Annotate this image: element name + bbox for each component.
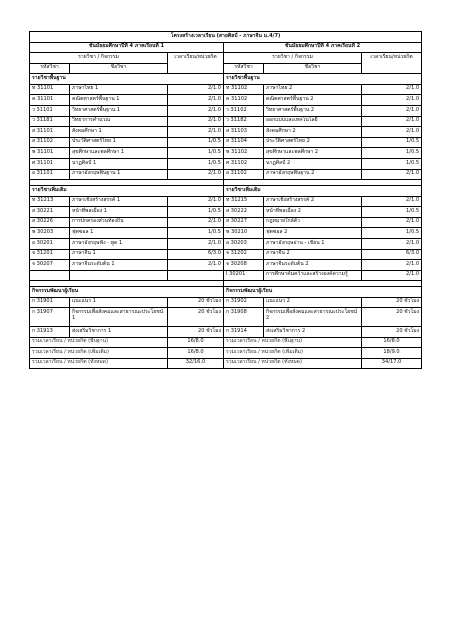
credit-value: 20 ชั่วโมง <box>362 327 422 338</box>
subject-name: ส่งเสริมวิชาการ 1 <box>70 327 168 338</box>
total-value: 32/16.0 <box>168 358 224 369</box>
subject-code: ส 31102 <box>30 137 70 148</box>
credit-value: 1/0.5 <box>362 148 422 159</box>
credit-value: 2/1.0 <box>362 106 422 117</box>
subject-code: ส 30221 <box>30 207 70 218</box>
credit-value: 2/1.0 <box>168 84 224 95</box>
credit-value: 2/1.0 <box>168 217 224 228</box>
table-row <box>30 137 422 148</box>
table-row <box>30 260 422 271</box>
section-row <box>30 287 422 298</box>
subject-code: ศ 31101 <box>30 158 70 169</box>
subject-name: คณิตศาสตร์พื้นฐาน 2 <box>264 95 362 106</box>
subject-name: ภาษาจีนระดับต้น 2 <box>264 260 362 271</box>
subject-code: จ 30207 <box>30 260 70 271</box>
subject-name: ส่งเสริมวิชาการ 2 <box>264 327 362 338</box>
subject-name: ภาษาไทย 2 <box>264 84 362 95</box>
subject-name: สังคมศึกษา 1 <box>70 127 168 138</box>
credit-value: 20 ชั่วโมง <box>362 308 422 327</box>
subject-name: วิทยาศาสตร์พื้นฐาน 2 <box>264 106 362 117</box>
section-title: กิจกรรมพัฒนาผู้เรียน <box>30 287 224 298</box>
table-row <box>30 169 422 180</box>
credit-value: 2/1.0 <box>168 116 224 127</box>
total-value: 16/8.0 <box>362 337 422 348</box>
total-label: รวมเวลาเรียน / หน่วยกิต (พื้นฐาน) <box>224 337 362 348</box>
credit-value: 1/0.5 <box>362 228 422 239</box>
total-label: รวมเวลาเรียน / หน่วยกิต (ทั้งหมด) <box>30 358 168 369</box>
credit-value: 2/1.0 <box>362 127 422 138</box>
credit-value: 2/1.0 <box>362 196 422 207</box>
subject-code: ท 31215 <box>224 196 264 207</box>
subject-name: สังคมศึกษา 2 <box>264 127 362 138</box>
total-label: รวมเวลาเรียน / หน่วยกิต (ทั้งหมด) <box>224 358 362 369</box>
credit-value: 1/0.5 <box>362 158 422 169</box>
credit-value: 20 ชั่วโมง <box>362 297 422 308</box>
term-heading-row <box>30 42 422 53</box>
credit-value: 2/1.0 <box>362 84 422 95</box>
credit-value: 2/1.0 <box>168 260 224 271</box>
credit-value: 20 ชั่วโมง <box>168 308 224 327</box>
empty-cell <box>168 270 224 281</box>
subject-name: นาฏศิลป์ 2 <box>264 158 362 169</box>
term-heading: ชั้นมัธยมศึกษาปีที่ 4 ภาคเรียนที่ 1 <box>30 42 224 53</box>
subject-name: ภาษาจีน 2 <box>264 249 362 260</box>
subject-code: ส 30227 <box>224 217 264 228</box>
table-row <box>30 116 422 127</box>
subject-name: ฟุตซอล 1 <box>70 228 168 239</box>
credit-value: 2/1.0 <box>168 169 224 180</box>
subject-name: ภาษาจีน 1 <box>70 249 168 260</box>
credit-value: 2/1.0 <box>168 196 224 207</box>
total-label: รวมเวลาเรียน / หน่วยกิต (พื้นฐาน) <box>30 337 168 348</box>
subject-code: ว 31101 <box>30 106 70 117</box>
empty-cell <box>30 270 70 281</box>
column-header: รหัสวิชา <box>30 63 70 74</box>
total-row <box>30 348 422 359</box>
subject-code: ก 31907 <box>30 308 70 327</box>
total-row <box>30 358 422 369</box>
total-row <box>30 337 422 348</box>
table-row <box>30 84 422 95</box>
subject-name: ภาษาเชิงสร้างสรรค์ 2 <box>264 196 362 207</box>
subject-code: ส 31103 <box>224 127 264 138</box>
subject-code: จ 31201 <box>30 249 70 260</box>
page-title: โครงสร้างเวลาเรียน (สายศิลป์ - ภาษาจีน ม.4/7) <box>30 32 422 43</box>
total-label: รวมเวลาเรียน / หน่วยกิต (เพิ่มเติม) <box>224 348 362 359</box>
subject-code: ก 31913 <box>30 327 70 338</box>
table-row <box>30 228 422 239</box>
subject-name: นาฏศิลป์ 1 <box>70 158 168 169</box>
credit-value: 1/0.5 <box>362 137 422 148</box>
table-row <box>30 238 422 249</box>
section-title: รายวิชาเพิ่มเติม <box>30 186 224 197</box>
subject-code: I 30201 <box>224 270 264 281</box>
credit-value: 1/0.5 <box>362 207 422 218</box>
subject-name: ภาษาอังกฤษพื้นฐาน 1 <box>70 169 168 180</box>
credit-value: 1/0.5 <box>168 228 224 239</box>
subject-code: ค 31101 <box>30 95 70 106</box>
subject-name: ภาษาเชิงสร้างสรรค์ 1 <box>70 196 168 207</box>
subject-code: ก 31902 <box>224 297 264 308</box>
credit-value: 2/1.0 <box>362 116 422 127</box>
title-row <box>30 32 422 43</box>
subject-name: กฎหมายใกล้ตัว <box>264 217 362 228</box>
credit-value: 2/1.0 <box>168 95 224 106</box>
table-row <box>30 217 422 228</box>
subject-name: ภาษาอังกฤษฟัง - พูด 1 <box>70 238 168 249</box>
credit-value: 2/1.0 <box>362 270 422 281</box>
column-header: ชื่อวิชา <box>264 63 362 74</box>
table-row <box>30 95 422 106</box>
table-row <box>30 327 422 338</box>
table-row <box>30 158 422 169</box>
subject-code: พ 31101 <box>30 148 70 159</box>
subject-name: ประวัติศาสตร์ไทย 1 <box>70 137 168 148</box>
subject-code: พ 30203 <box>30 228 70 239</box>
subject-name: การศึกษาค้นคว้าและสร้างองค์ความรู้ <box>264 270 362 281</box>
subject-code: อ 31102 <box>224 169 264 180</box>
subject-code: พ 31102 <box>224 148 264 159</box>
subject-code: จ 30208 <box>224 260 264 271</box>
credit-value: 2/1.0 <box>362 95 422 106</box>
table-row <box>30 249 422 260</box>
table-row <box>30 106 422 117</box>
subject-name: วิทยาศาสตร์พื้นฐาน 1 <box>70 106 168 117</box>
table-row <box>30 148 422 159</box>
column-header: รหัสวิชา <box>224 63 264 74</box>
subject-code: ก 31901 <box>30 297 70 308</box>
subject-name: วิทยาการคำนวณ <box>70 116 168 127</box>
total-value: 16/8.0 <box>168 337 224 348</box>
credit-value: 1/0.5 <box>168 148 224 159</box>
subject-name: คณิตศาสตร์พื้นฐาน 1 <box>70 95 168 106</box>
subject-name: ประวัติศาสตร์ไทย 2 <box>264 137 362 148</box>
credit-value: 1/0.5 <box>168 207 224 218</box>
subject-code: ส 31104 <box>224 137 264 148</box>
subject-code: ส 30226 <box>30 217 70 228</box>
subject-code: ว 31181 <box>30 116 70 127</box>
credit-value: 2/1.0 <box>168 238 224 249</box>
subject-name: หน้าที่พลเมือง 2 <box>264 207 362 218</box>
subject-name: ออกแบบและเทคโนโลยี <box>264 116 362 127</box>
credit-value: 2/1.0 <box>168 106 224 117</box>
subject-name: แนะแนว 2 <box>264 297 362 308</box>
subject-name: กิจกรรมเพื่อสังคมและสาธารณะประโยชน์ 1 <box>70 308 168 327</box>
subject-code: ว 31102 <box>224 106 264 117</box>
total-label: รวมเวลาเรียน / หน่วยกิต (เพิ่มเติม) <box>30 348 168 359</box>
column-header: เวลาเรียน/หน่วยกิต <box>362 53 422 74</box>
subject-code: ก 31908 <box>224 308 264 327</box>
section-title: รายวิชาพื้นฐาน <box>224 74 422 85</box>
credit-value: 2/1.0 <box>362 260 422 271</box>
subject-name: สุขศึกษาและพลศึกษา 1 <box>70 148 168 159</box>
term-heading: ชั้นมัธยมศึกษาปีที่ 4 ภาคเรียนที่ 2 <box>224 42 422 53</box>
credit-value: 2/1.0 <box>168 127 224 138</box>
subject-name: ฟุตซอล 2 <box>264 228 362 239</box>
credit-value: 6/3.0 <box>168 249 224 260</box>
credit-value: 2/1.0 <box>362 169 422 180</box>
subject-code: อ 30201 <box>30 238 70 249</box>
section-title: กิจกรรมพัฒนาผู้เรียน <box>224 287 422 298</box>
column-header: รายวิชา / กิจกรรม <box>30 53 168 64</box>
subject-code: อ 30203 <box>224 238 264 249</box>
subject-code: ท 31102 <box>224 84 264 95</box>
subject-code: พ 30210 <box>224 228 264 239</box>
credit-value: 20 ชั่วโมง <box>168 297 224 308</box>
section-title: รายวิชาเพิ่มเติม <box>224 186 422 197</box>
subject-name: ภาษาจีนระดับต้น 1 <box>70 260 168 271</box>
table-row <box>30 207 422 218</box>
table-row <box>30 308 422 327</box>
subject-code: ศ 31102 <box>224 158 264 169</box>
subject-name: ภาษาไทย 1 <box>70 84 168 95</box>
credit-value: 6/3.0 <box>362 249 422 260</box>
subject-code: ค 31102 <box>224 95 264 106</box>
curriculum-sheet <box>29 31 421 369</box>
subject-code: ว 31182 <box>224 116 264 127</box>
subject-code: ท 31101 <box>30 84 70 95</box>
empty-cell <box>70 270 168 281</box>
section-row <box>30 74 422 85</box>
curriculum-table <box>29 31 422 369</box>
table-row <box>30 127 422 138</box>
subject-code: ส 31101 <box>30 127 70 138</box>
table-row <box>30 270 422 281</box>
subject-code: ท 31213 <box>30 196 70 207</box>
subject-name: สุขศึกษาและพลศึกษา 2 <box>264 148 362 159</box>
subject-name: การปกครองส่วนท้องถิ่น <box>70 217 168 228</box>
section-row <box>30 186 422 197</box>
credit-value: 20 ชั่วโมง <box>168 327 224 338</box>
total-value: 16/8.0 <box>168 348 224 359</box>
subject-name: ภาษาอังกฤษอ่าน - เขียน 1 <box>264 238 362 249</box>
credit-value: 1/0.5 <box>168 158 224 169</box>
credit-value: 1/0.5 <box>168 137 224 148</box>
header-row <box>30 53 422 64</box>
subject-name: หน้าที่พลเมือง 1 <box>70 207 168 218</box>
column-header: ชื่อวิชา <box>70 63 168 74</box>
table-row <box>30 196 422 207</box>
column-header: เวลาเรียน/หน่วยกิต <box>168 53 224 74</box>
total-value: 18/9.0 <box>362 348 422 359</box>
credit-value: 2/1.0 <box>362 238 422 249</box>
table-row <box>30 297 422 308</box>
subject-name: ภาษาอังกฤษพื้นฐาน 2 <box>264 169 362 180</box>
credit-value: 2/1.0 <box>362 217 422 228</box>
subject-name: แนะแนว 1 <box>70 297 168 308</box>
column-header: รายวิชา / กิจกรรม <box>224 53 362 64</box>
subject-code: ก 31914 <box>224 327 264 338</box>
subject-code: จ 31202 <box>224 249 264 260</box>
subject-code: ส 30222 <box>224 207 264 218</box>
total-value: 34/17.0 <box>362 358 422 369</box>
section-title: รายวิชาพื้นฐาน <box>30 74 224 85</box>
subject-code: อ 31101 <box>30 169 70 180</box>
subject-name: กิจกรรมเพื่อสังคมและสาธารณะประโยชน์ 2 <box>264 308 362 327</box>
